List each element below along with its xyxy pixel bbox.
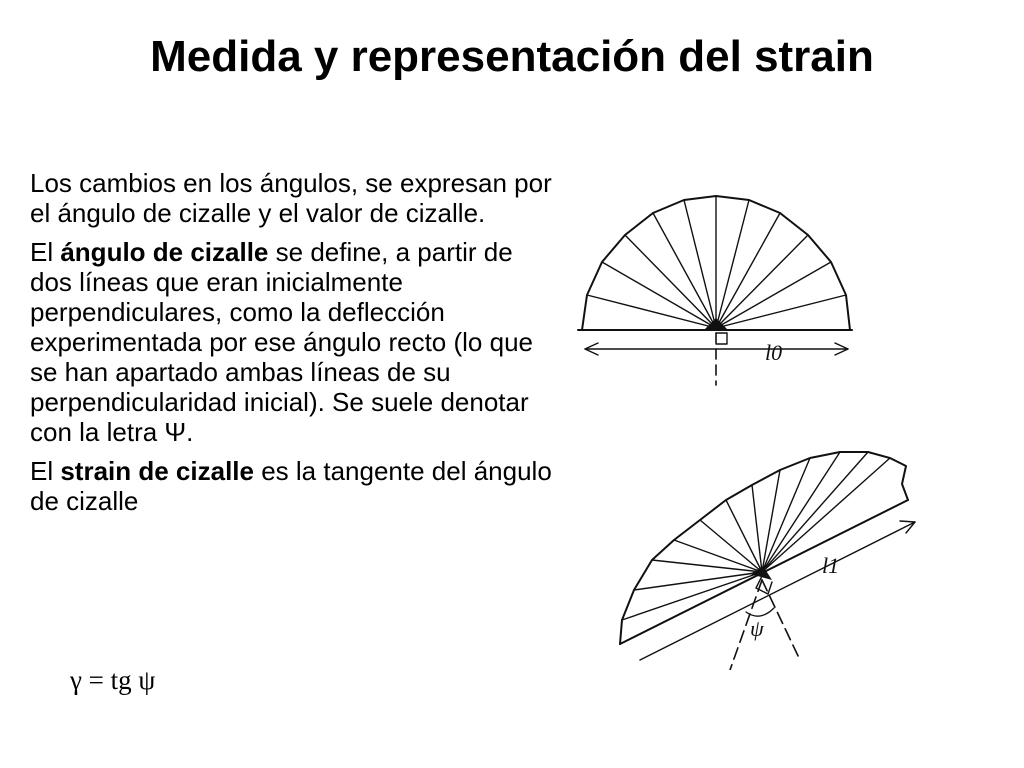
sheared-fan [620, 452, 915, 670]
paragraph-shear-angle-definition: El ángulo de cizalle se define, a partir de dos líneas que eran inicialmente perpendiculares, como la deflección experimentada por ese ángulo recto (lo que se han apartado ambas líneas de su perpendicularidad inicial). Se suele denotar con la letra Ψ. [30, 237, 533, 447]
term-shear-angle: ángulo de cizalle [60, 237, 269, 267]
slide-title: Medida y representación del strain [150, 32, 874, 81]
paragraph-angle-changes: Los cambios en los ángulos, se expresan por el ángulo de cizalle y el valor de cizalle. [30, 168, 552, 228]
body-text [30, 168, 560, 525]
undeformed-fan [578, 196, 852, 385]
shear-fan-figure [560, 180, 920, 670]
label-final-length: l1 [822, 553, 840, 578]
shear-strain-formula: γ = tg ψ [70, 665, 156, 695]
paragraph-shear-strain-definition: El strain de cizalle es la tangente del ángulo de cizalle [30, 456, 552, 516]
label-initial-length: l0 [765, 340, 783, 365]
term-shear-strain: strain de cizalle [60, 456, 254, 486]
label-shear-angle-psi: ψ [750, 616, 764, 641]
